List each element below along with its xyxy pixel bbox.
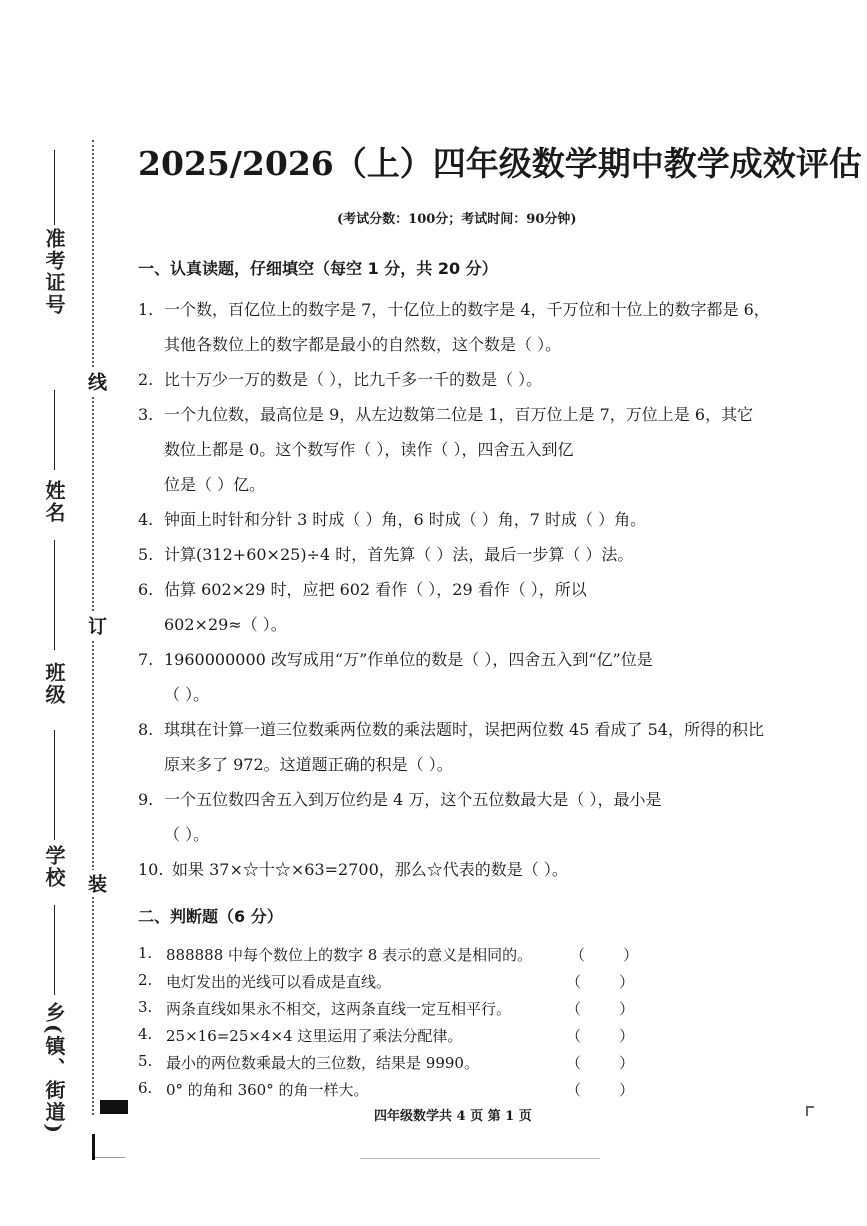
question-number: 9. <box>138 790 154 809</box>
question-number: 2. <box>138 370 154 389</box>
question-text: 原来多了 972。这道题正确的积是（ ）。 <box>164 755 453 774</box>
binding-line-3 <box>54 540 55 650</box>
question-text: 1960000000 改写成用“万”作单位的数是（ ），四舍五入到“亿”位是 <box>164 650 653 669</box>
binding-line-2 <box>54 390 55 470</box>
corner-mark <box>806 1106 808 1116</box>
question-text: （ ）。 <box>164 685 210 704</box>
judgment-number: 4. <box>138 1025 153 1043</box>
question-number: 8. <box>138 720 154 739</box>
township-label: 乡(镇、街道) <box>42 1002 66 1135</box>
registration-mark <box>100 1100 128 1114</box>
question-10 <box>138 852 803 887</box>
binding-line-5 <box>54 905 55 995</box>
fold-mark-bind: 装 <box>83 870 110 897</box>
class-label: 班级 <box>42 662 66 706</box>
question-5 <box>138 537 803 572</box>
question-4 <box>138 502 803 537</box>
answer-paren[interactable]: （ ） <box>570 946 639 964</box>
judgment-number: 2. <box>138 971 153 989</box>
question-number: 1. <box>138 300 154 319</box>
question-text: 数位上都是 0。这个数写作（ ），读作（ ），四舍五入到亿 <box>164 440 574 459</box>
bottom-rule <box>95 1157 125 1158</box>
answer-paren[interactable]: （ ） <box>566 1000 635 1018</box>
page-title: 2025/2026（上）四年级数学期中教学成效评估 <box>138 144 862 183</box>
page-footer: 四年级数学共 4 页 第 1 页 <box>374 1109 532 1124</box>
binding-line-4 <box>54 730 55 840</box>
judgment-number: 3. <box>138 998 153 1016</box>
question-text: 位是（ ）亿。 <box>164 475 266 494</box>
judgment-text: 两条直线如果永不相交，这两条直线一定互相平行。 <box>166 1000 512 1018</box>
question-text: 一个九位数，最高位是 9，从左边数第二位是 1，百万位上是 7，万位上是 6，其它 <box>164 405 754 424</box>
fold-mark-line: 线 <box>83 368 110 395</box>
question-number: 6. <box>138 580 154 599</box>
binding-line-top <box>54 150 55 225</box>
question-text: 估算 602×29 时，应把 602 看作（ ），29 看作（ ），所以 <box>164 580 587 599</box>
question-number: 10. <box>138 860 164 879</box>
question-text: 一个数，百亿位上的数字是 7，十亿位上的数字是 4，千万位和十位上的数字都是 6， <box>164 300 770 319</box>
question-text: 计算(312+60×25)÷4 时，首先算（ ）法，最后一步算（ ）法。 <box>164 545 634 564</box>
question-text: 钟面上时针和分针 3 时成（ ）角，6 时成（ ）角，7 时成（ ）角。 <box>164 510 647 529</box>
question-number: 4. <box>138 510 154 529</box>
question-2 <box>138 362 803 397</box>
question-3 <box>138 397 803 502</box>
answer-paren[interactable]: （ ） <box>566 1027 635 1045</box>
answer-paren[interactable]: （ ） <box>566 1054 635 1072</box>
exam-number-label: 准考证号 <box>42 228 66 316</box>
bottom-rule <box>360 1158 600 1159</box>
judgment-text: 888888 中每个数位上的数字 8 表示的意义是相同的。 <box>166 946 533 964</box>
judgment-number: 1. <box>138 944 153 962</box>
question-text: 琪琪在计算一道三位数乘两位数的乘法题时，误把两位数 45 看成了 54，所得的积比 <box>164 720 764 739</box>
exam-info: (考试分数：100分；考试时间：90分钟) <box>337 212 577 227</box>
section1-heading: 一、认真读题，仔细填空（每空 1 分，共 20 分） <box>138 259 498 278</box>
question-text: （ ）。 <box>164 825 210 844</box>
judgment-text: 电灯发出的光线可以看成是直线。 <box>166 973 392 991</box>
question-text: 其他各数位上的数字都是最小的自然数，这个数是（ ）。 <box>164 335 562 354</box>
question-9 <box>138 782 803 852</box>
answer-paren[interactable]: （ ） <box>566 1081 635 1099</box>
question-number: 7. <box>138 650 154 669</box>
question-text: 602×29≈（ ）。 <box>164 615 287 634</box>
question-text: 一个五位数四舍五入到万位约是 4 万，这个五位数最大是（ ），最小是 <box>164 790 662 809</box>
judgment-text: 25×16=25×4×4 这里运用了乘法分配律。 <box>166 1027 463 1045</box>
question-number: 3. <box>138 405 154 424</box>
question-6 <box>138 572 803 642</box>
section2-heading: 二、判断题（6 分） <box>138 907 283 926</box>
question-1 <box>138 292 803 362</box>
fold-mark-staple: 订 <box>83 612 110 639</box>
question-8 <box>138 712 803 782</box>
question-number: 5. <box>138 545 154 564</box>
school-label: 学校 <box>42 845 66 889</box>
question-7 <box>138 642 803 712</box>
question-text: 如果 37×☆十☆×63=2700，那么☆代表的数是（ ）。 <box>172 860 568 879</box>
judgment-number: 5. <box>138 1052 153 1070</box>
answer-paren[interactable]: （ ） <box>566 973 635 991</box>
judgment-text: 最小的两位数乘最大的三位数，结果是 9990。 <box>166 1054 479 1072</box>
name-label: 姓名 <box>42 480 66 524</box>
question-text: 比十万少一万的数是（ ），比九千多一千的数是（ ）。 <box>164 370 543 389</box>
judgment-number: 6. <box>138 1079 153 1097</box>
judgment-text: 0° 的角和 360° 的角一样大。 <box>166 1081 369 1099</box>
